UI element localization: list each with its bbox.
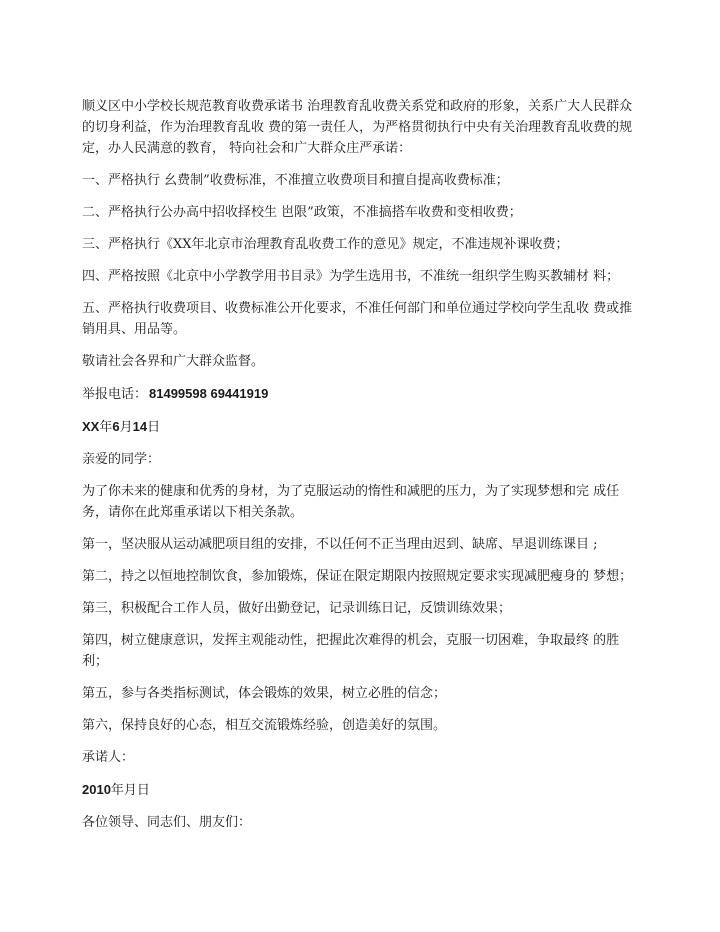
paragraph-clause-2: 第二，持之以恒地控制饮食，参加锻炼，保证在限定期限内按照规定要求实现减肥瘦身的 梦想； bbox=[82, 569, 633, 584]
paragraph-signer: 承诺人： bbox=[82, 750, 135, 765]
paragraph-sign-date bbox=[82, 779, 638, 801]
paragraph-item-4: 四、严格按照《北京中小学教学用书目录》为学生选用书，不准统一组织学生购买教辅材 料； bbox=[82, 269, 620, 284]
date-month-char: 月 bbox=[119, 420, 133, 435]
date-year: XX bbox=[82, 419, 100, 434]
hotline-label: 举报电话： bbox=[82, 387, 148, 402]
date-day: 14 bbox=[132, 419, 148, 434]
paragraph-item-3: 三、严格执行《XX年北京市治理教育乱收费工作的意见》规定，不准违规补课收费； bbox=[82, 237, 569, 252]
paragraph-pledge-intro: 顺义区中小学校长规范教育收费承诺书 治理教育乱收费关系党和政府的形象，关系广大人民群众的切身利益，作为治理教育乱收 费的第一责任人，为严格贯彻执行中央有关治理教育乱收费的规定，办人民满意的教育， 特向社会和广大群众庄严承诺： bbox=[82, 99, 633, 156]
date-year-char: 年 bbox=[99, 420, 113, 435]
paragraph-clause-3: 第三，积极配合工作人员，做好出勤登记，记录训练日记，反馈训练效果； bbox=[82, 601, 512, 616]
paragraph-clause-4: 第四，树立健康意识，发挥主观能动性，把握此次难得的机会，克服一切困难，争取最终 的胜利； bbox=[82, 633, 620, 669]
date-day-char: 日 bbox=[147, 420, 161, 435]
paragraph-address: 各位领导、同志们、朋友们： bbox=[82, 815, 252, 830]
sign-date-rest: 年月日 bbox=[110, 783, 150, 798]
paragraph-clause-6: 第六，保持良好的心态，相互交流锻炼经验，创造美好的氛围。 bbox=[82, 718, 447, 733]
paragraph-item-5: 五、严格执行收费项目、收费标准公开化要求，不准任何部门和单位通过学校向学生乱收 费或推销用具、用品等。 bbox=[82, 301, 633, 337]
document-body bbox=[82, 96, 638, 844]
paragraph-supervision: 敬请社会各界和广大群众监督。 bbox=[82, 354, 265, 369]
paragraph-clause-5: 第五，参与各类指标测试，体会锻炼的效果，树立必胜的信念； bbox=[82, 686, 447, 701]
hotline-numbers: 81499598 69441919 bbox=[149, 386, 269, 401]
paragraph-date bbox=[82, 416, 638, 438]
paragraph-item-2: 二、严格执行公办高中招收择校生 岜限”政策，不准搞搭车收费和变相收费； bbox=[82, 205, 522, 220]
paragraph-clause-1: 第一，坚决服从运动减肥项目组的安排，不以任何不正当理由迟到、缺席、早退训练课目 ; bbox=[82, 537, 598, 552]
date-month: 6 bbox=[112, 419, 120, 434]
paragraph-commitment-intro: 为了你未来的健康和优秀的身材，为了克服运动的惰性和减肥的压力，为了实现梦想和完 成任务，请你在此郑重承诺以下相关条款。 bbox=[82, 484, 620, 520]
paragraph-item-1: 一、严格执行 幺费制”收费标准，不准擅立收费项目和擅自提高收费标准； bbox=[82, 173, 509, 188]
paragraph-hotline bbox=[82, 383, 638, 405]
sign-date-year: 2010 bbox=[82, 782, 111, 797]
paragraph-greeting: 亲爱的同学： bbox=[82, 452, 161, 467]
